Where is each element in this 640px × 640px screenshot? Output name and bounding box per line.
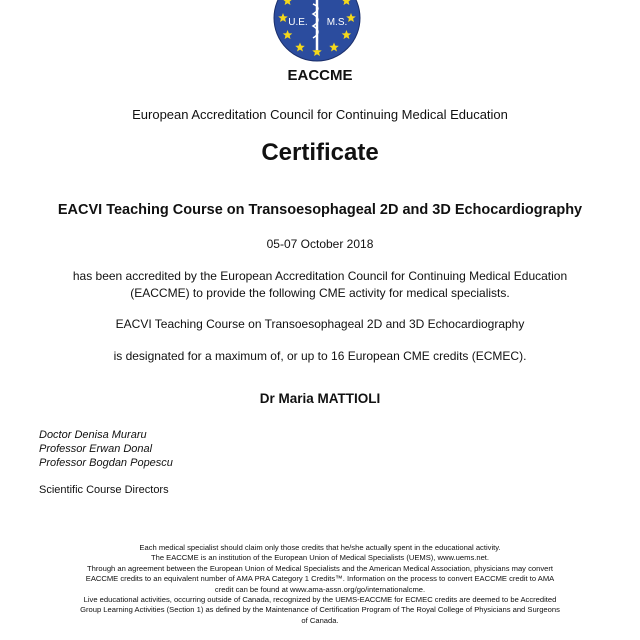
course-title: EACVI Teaching Course on Transoesophageal 2D and 3D Echocardiography bbox=[57, 202, 583, 218]
accreditation-line-2: (EACCME) to provide the following CME activity for medical specialists. bbox=[130, 286, 510, 300]
footer-line: Each medical specialist should claim only those credits that he/she actually spent in the educational activity. bbox=[139, 543, 501, 552]
footer-line: of Canada. bbox=[301, 615, 339, 625]
recipient-name: Dr Maria MATTIOLI bbox=[259, 391, 381, 406]
credits-statement: is designated for a maximum of, or up to 16 European CME credits (ECMEC). bbox=[113, 349, 527, 363]
footer-line: The EACCME is an institution of the European Union of Medical Specialists (UEMS), www.uems.net. bbox=[150, 553, 490, 563]
org-full-name: European Accreditation Council for Continuing Medical Education bbox=[132, 107, 508, 122]
uems-logo bbox=[273, 0, 361, 62]
course-title-repeat: EACVI Teaching Course on Transoesophageal 2D and 3D Echocardiography bbox=[115, 317, 525, 331]
director-2: Professor Erwan Donal bbox=[39, 443, 153, 455]
accreditation-line-1: has been accredited by the European Accreditation Council for Continuing Medical Education bbox=[72, 269, 568, 283]
document-title: Certificate bbox=[261, 139, 379, 166]
footer-line: EACCME credits to an equivalent number of AMA PRA Category 1 Credits™. Information on the process to convert EACCME credit to AMA bbox=[85, 574, 555, 584]
director-3: Professor Bogdan Popescu bbox=[39, 457, 173, 469]
course-date: 05-07 October 2018 bbox=[266, 237, 374, 251]
footer-line: credit can be found at www.ama-assn.org/go/internationalcme. bbox=[214, 584, 426, 594]
directors-label: Scientific Course Directors bbox=[39, 484, 169, 496]
director-1: Doctor Denisa Muraru bbox=[39, 429, 147, 441]
org-short-name: EACCME bbox=[287, 67, 353, 84]
footer-notes bbox=[0, 543, 640, 626]
footer-line: Through an agreement between the European Union of Medical Specialists and the American Medical Association, physicians may convert bbox=[86, 563, 553, 573]
footer-line: Live educational activities, occurring outside of Canada, recognized by the UEMS-EACCME for ECMEC credits are deemed to be Accredited bbox=[83, 595, 557, 605]
footer-line: Group Learning Activities (Section 1) as defined by the Maintenance of Certification Program of The Royal College of Physicians and Surgeons bbox=[80, 605, 560, 615]
logo-right-text: M.S. bbox=[326, 17, 348, 28]
logo-left-text: U.E. bbox=[288, 17, 308, 28]
